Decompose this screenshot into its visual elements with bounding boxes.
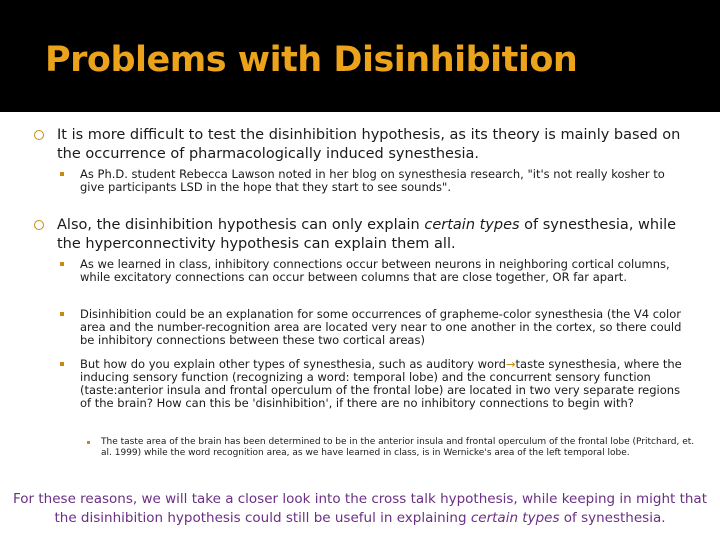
conclusion-text-b: of synesthesia. bbox=[559, 510, 666, 526]
bullet-2-2 bbox=[80, 308, 690, 347]
bullet-1-1-text: As Ph.D. student Rebecca Lawson noted in her blog on synesthesia research, "it's not really kosher to give participants LSD in the hope that they start to see sounds". bbox=[80, 167, 665, 194]
bullet-2-2-text: Disinhibition could be an explanation for some occurrences of grapheme-color synesthesia (the V4 color area and the number-recognition area are located very near to one another in the cortex, so there could be inhibitory connections between these two cortical areas) bbox=[80, 307, 682, 347]
square-bullet-icon bbox=[60, 262, 64, 266]
conclusion-text-italic: certain types bbox=[470, 510, 560, 526]
conclusion-text-a: For these reasons, we will take a closer look into the cross talk hypothesis, while keeping in might that the disinhibition hypothesis could still be useful in explaining bbox=[13, 491, 707, 526]
slide-title: Problems with Disinhibition bbox=[45, 40, 578, 80]
bullet-2-3-text-a: But how do you explain other types of synesthesia, such as auditory word bbox=[80, 357, 506, 371]
bullet-2-1-text: As we learned in class, inhibitory connections occur between neurons in neighboring cortical columns, while excitatory connections can occur between columns that are close together, OR far apart. bbox=[80, 257, 670, 284]
bullet-2 bbox=[57, 216, 702, 254]
circle-bullet-icon bbox=[34, 130, 44, 140]
bullet-1-text: It is more difficult to test the disinhibition hypothesis, as its theory is mainly based on the occurrence of pharmacologically induced synesthesia. bbox=[57, 127, 681, 162]
bullet-2-text-italic: certain types bbox=[424, 217, 520, 233]
square-bullet-icon bbox=[87, 441, 90, 444]
bullet-2-3-text-b: taste synesthesia, where the inducing sensory function (recognizing a word: temporal lobe) and the concurrent sensory function (taste:anterior insula and frontal operculum of the frontal lobe) are located in two very separate regions of the brain? How can this be 'disinhibition', if there are no inhibitory connections to begin with? bbox=[80, 357, 682, 410]
bullet-1-1 bbox=[80, 168, 690, 194]
bullet-2-text-b: of synesthesia, while the hyperconnectivity hypothesis can explain them all. bbox=[57, 217, 677, 252]
circle-bullet-icon bbox=[34, 220, 44, 230]
bullet-2-3 bbox=[80, 358, 690, 410]
bullet-2-text-a: Also, the disinhibition hypothesis can only explain bbox=[57, 217, 425, 233]
bullet-2-1 bbox=[80, 258, 690, 284]
conclusion-text bbox=[10, 490, 710, 528]
bullet-1 bbox=[57, 126, 702, 164]
square-bullet-icon bbox=[60, 312, 64, 316]
square-bullet-icon bbox=[60, 362, 64, 366]
bullet-2-3-1-text: The taste area of the brain has been determined to be in the anterior insula and frontal operculum of the frontal lobe (Pritchard, et. al. 1999) while the word recognition area, as we have learned in class, is in Wernicke's area of the left temporal lobe. bbox=[101, 437, 695, 458]
arrow-right-icon: → bbox=[505, 357, 516, 371]
bullet-2-3-1 bbox=[101, 437, 695, 459]
title-bar bbox=[0, 0, 720, 112]
square-bullet-icon bbox=[60, 172, 64, 176]
